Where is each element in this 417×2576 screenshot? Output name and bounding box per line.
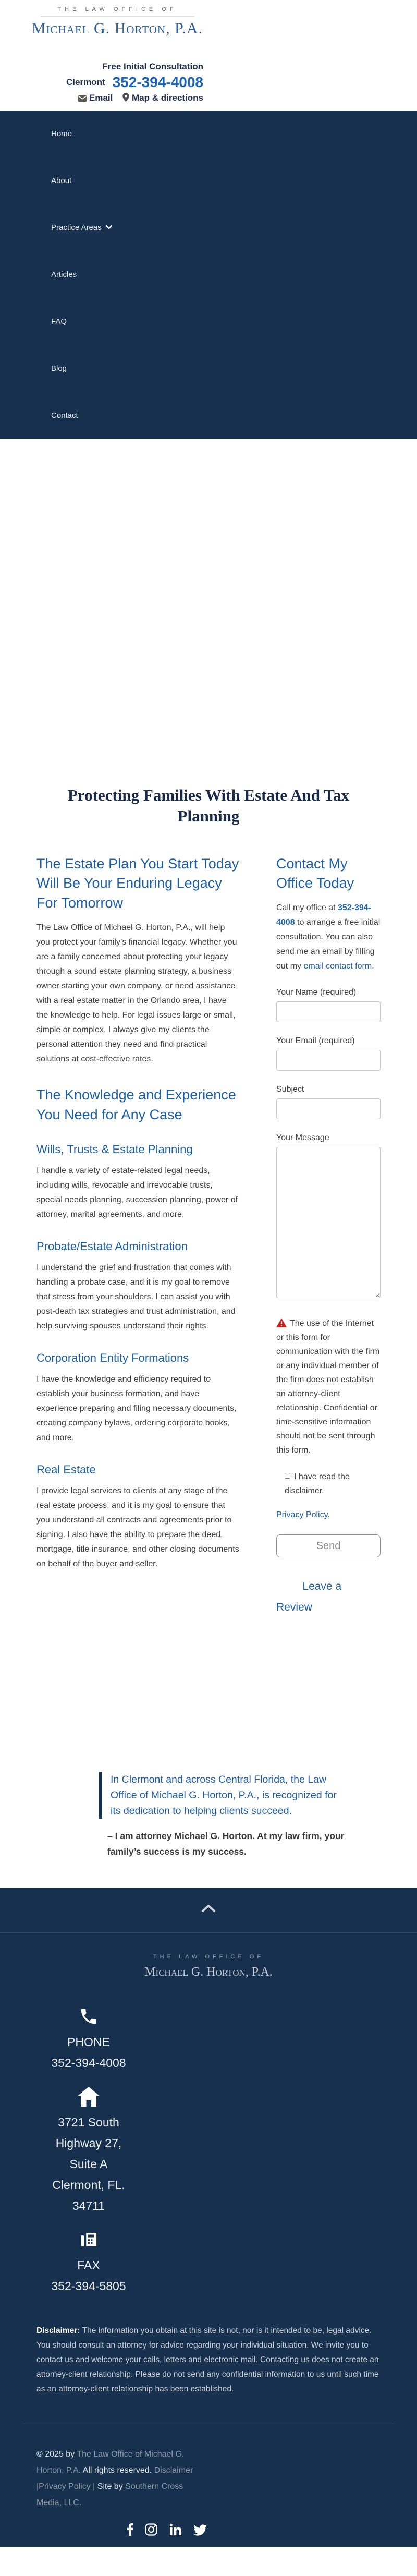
- section-text-wills: I handle a variety of estate-related legal needs, including wills, revocable and irrevocable trusts, special needs planning, succession planning, power of attorney, marital agreements, and more.: [36, 1166, 238, 1219]
- site-by-link[interactable]: Southern Cross Media, LLC.: [36, 2482, 183, 2508]
- copyright-firm-link[interactable]: The Law Office of Michael G. Horton, P.A.: [36, 2450, 185, 2475]
- footer-fax-label: FAX: [77, 2258, 100, 2272]
- email-field[interactable]: [276, 1050, 381, 1071]
- brand-divider: [41, 16, 194, 17]
- nav-item-articles[interactable]: Articles: [51, 270, 77, 279]
- brand-name: Michael G. Horton, P.A.: [31, 20, 203, 37]
- content-columns: [36, 854, 381, 1618]
- nav-item-faq[interactable]: FAQ: [51, 317, 67, 326]
- instagram-link[interactable]: [145, 2523, 157, 2538]
- intro-paragraph: The Law Office of Michael G. Horton, P.A., will help you protect your family’s financial legacy. Whether you are a family concerned about protecting your legacy through a sound estate planning strategy, a business owner starting your own company, or need assistance with a real estate matter in the Orlando area, I have the knowledge to help. For legal issues large or small, simple or complex, I always give my clients the personal attention they need and find practical solutions at cost-effective rates.: [36, 923, 237, 1063]
- footer-disclaimer-bold: Disclaimer:: [36, 2326, 80, 2336]
- footer-fax-number: 352-394-5805: [51, 2279, 126, 2293]
- footer-privacy-link[interactable]: Privacy Policy: [39, 2482, 91, 2492]
- footer-brand: [0, 1954, 417, 1979]
- phone-icon: [79, 2006, 99, 2026]
- footer-disclaimer-text: The information you obtain at this site is not, nor is it intended to be, legal advice. You should consult an attorney for advice regarding your individual situation. We invite you to contact us and welcome your calls, letters and electronic mail. Contacting us does not create an attorney-client relationship. Please do not send any confidential information to us until such time as an attorney-client relationship has been established.: [36, 2326, 379, 2394]
- map-directions-link[interactable]: [122, 93, 203, 103]
- send-button[interactable]: Send: [276, 1534, 381, 1557]
- contact-intro: [276, 901, 381, 974]
- nav-item-blog[interactable]: Blog: [51, 364, 67, 373]
- footer-address-line-2: Highway 27,: [55, 2136, 122, 2150]
- footer-phone-label: PHONE: [67, 2035, 110, 2049]
- instagram-icon: [145, 2523, 157, 2536]
- facebook-icon: [127, 2523, 133, 2536]
- message-field[interactable]: [276, 1147, 381, 1298]
- map-pin-icon: [122, 93, 129, 102]
- fax-icon: [79, 2230, 99, 2250]
- nav-item-contact[interactable]: Contact: [51, 411, 78, 420]
- header-links-row: [0, 93, 203, 103]
- section-text-corporation: I have the knowledge and efficiency required to establish your business formation, and have experience preparing and filing necessary documents, creating company bylaws, ordering corporate books, and more.: [36, 1374, 237, 1442]
- twitter-icon: [193, 2524, 207, 2536]
- footer-address-line-1: 3721 South: [58, 2115, 119, 2130]
- contact-form: [276, 988, 381, 1618]
- section-title-corporation: Corporation Entity Formations: [36, 1351, 189, 1364]
- name-field[interactable]: [276, 1001, 381, 1022]
- email-link[interactable]: [78, 93, 113, 103]
- facebook-link[interactable]: [127, 2523, 133, 2538]
- brand: [16, 6, 219, 38]
- nav-item-about[interactable]: About: [51, 176, 72, 185]
- map-directions-label: Map & directions: [132, 93, 203, 103]
- message-field-label: Your Message: [276, 1133, 329, 1143]
- copyright-sep-1: |: [36, 2482, 39, 2492]
- consultation-text: Free Initial Consultation: [102, 62, 203, 71]
- footer-brand-tagline: THE LAW OFFICE OF: [153, 1954, 264, 1961]
- testimonial-quote: [99, 1772, 349, 1819]
- email-link-label: Email: [89, 93, 113, 103]
- chevron-up-icon: [202, 1905, 215, 1912]
- footer-address-line-3: Suite A: [69, 2157, 108, 2171]
- contact-sidebar: [276, 854, 381, 1618]
- linkedin-link[interactable]: [169, 2523, 182, 2538]
- leave-review-link[interactable]: Leave a Review: [276, 1580, 342, 1614]
- main-content: [36, 439, 381, 1859]
- email-icon: [78, 95, 87, 102]
- email-contact-form-link[interactable]: email contact form: [303, 962, 372, 971]
- section-text-real-estate: I provide legal services to clients at any stage of the real estate process, and it is my goal to ensure that you understand all contracts and agreements prior to signing. I also have the ability to prepare the deed, mortgage, title insurance, and other closing documents on behalf of the buyer and seller.: [36, 1486, 239, 1568]
- site-header: [0, 0, 417, 111]
- header-phone-row: [0, 74, 203, 91]
- page-title: Protecting Families With Estate And Tax Planning: [68, 786, 349, 826]
- city-label: Clermont: [66, 77, 105, 87]
- left-column: [36, 854, 240, 1587]
- footer-disclaimer: [36, 2324, 381, 2397]
- email-field-label: Your Email (required): [276, 1036, 355, 1046]
- section-title-real-estate: Real Estate: [36, 1462, 96, 1476]
- footer-address-line-5: 34711: [72, 2199, 105, 2213]
- header-contact: [0, 62, 203, 103]
- contact-heading: Contact My Office Today: [276, 855, 354, 891]
- copyright-sep-2: |: [90, 2482, 97, 2492]
- section-text-probate: I understand the grief and frustration that comes with handling a probate case, and it is my goal to remove that stress from your shoulders. I can assist you with post-death tax strategies and trust administration, and help surviving spouses understand their rights.: [36, 1263, 236, 1331]
- disclaimer-checkbox-row: [285, 1470, 381, 1498]
- privacy-policy-link[interactable]: Privacy Policy: [276, 1510, 328, 1520]
- disclaimer-checkbox-label: I have read the disclaimer.: [285, 1472, 350, 1496]
- footer-social-row: [36, 2523, 297, 2547]
- linkedin-icon: [169, 2523, 182, 2536]
- footer-phone-number[interactable]: 352-394-4008: [51, 2056, 126, 2070]
- form-disclaimer-text: The use of the Internet or this form for communication with the firm or any individual member of the firm does not establish an attorney-client relationship. Confidential or time-sensitive information should not be sent through this form.: [276, 1319, 380, 1455]
- footer-contact: [0, 2006, 177, 2296]
- copyright-prefix: © 2025 by: [36, 2450, 77, 2459]
- nav-item-practice-areas[interactable]: [0, 204, 417, 251]
- back-to-top-button[interactable]: [193, 1905, 224, 1915]
- nav-practice-areas-label: Practice Areas: [51, 223, 102, 232]
- intro-heading: The Estate Plan You Start Today Will Be Your Enduring Legacy For Tomorrow: [36, 855, 239, 911]
- privacy-row: [276, 1510, 381, 1520]
- chevron-down-icon: [106, 225, 112, 229]
- footer-brand-name: Michael G. Horton, P.A.: [144, 1965, 273, 1979]
- footer-address-line-4: Clermont, FL.: [52, 2178, 125, 2192]
- section-title-probate: Probate/Estate Administration: [36, 1239, 188, 1253]
- twitter-link[interactable]: [193, 2524, 207, 2538]
- footer-divider: [0, 1932, 417, 1933]
- contact-phone-link[interactable]: 352-394-4008: [276, 903, 372, 927]
- contact-intro-prefix: Call my office at: [276, 903, 338, 913]
- warning-icon: [276, 1318, 287, 1327]
- footer-copyright: [36, 2446, 199, 2511]
- disclaimer-checkbox[interactable]: [285, 1473, 290, 1479]
- main-nav: [0, 111, 417, 439]
- brand-tagline: THE LAW OFFICE OF: [57, 6, 177, 13]
- site-by-text: Site by: [97, 2482, 126, 2492]
- section-title-wills: Wills, Trusts & Estate Planning: [36, 1142, 193, 1156]
- quote-text: In Clermont and across Central Florida, the Law Office of Michael G. Horton, P.A., is recognized for its dedication to helping clients succeed.: [111, 1774, 337, 1817]
- subject-field[interactable]: [276, 1098, 381, 1119]
- nav-item-home[interactable]: Home: [51, 129, 72, 138]
- subject-field-label: Subject: [276, 1085, 304, 1094]
- header-phone-link[interactable]: 352-394-4008: [112, 74, 203, 90]
- name-field-label: Your Name (required): [276, 988, 357, 997]
- experience-heading: The Knowledge and Experience You Need for Any Case: [36, 1086, 236, 1122]
- contact-intro-suffix: .: [372, 962, 374, 971]
- copyright-rights: All rights reserved.: [81, 2466, 154, 2475]
- site-footer: [0, 1888, 417, 2547]
- home-icon: [78, 2087, 100, 2107]
- footer-disclaimer-link[interactable]: Disclaimer: [154, 2466, 193, 2475]
- form-disclaimer: [276, 1316, 381, 1457]
- contact-intro-middle: to arrange a free initial consultation. You can also send me an email by filling out my: [276, 918, 381, 971]
- privacy-suffix: .: [327, 1510, 330, 1520]
- quote-attribution: – I am attorney Michael G. Horton. At my law firm, your family’s success is my success.: [107, 1831, 345, 1857]
